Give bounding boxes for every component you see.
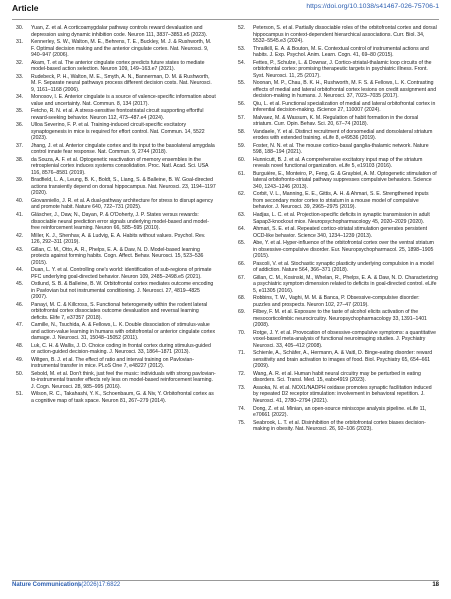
reference-text: Vandaele, Y. et al. Distinct recruitment of dorsomedial and dorsolateral striatum erodes with extended training. eLife 8, e49536 (2019). <box>253 128 433 142</box>
reference-number: 34. <box>16 94 24 101</box>
reference-text: Fetcho, R. N. et al. A stress-sensitive frontostriatal circuit supporting effortful reward-seeking behavior. Neuron 112, 473–487.e4 (2024). <box>31 108 204 121</box>
reference-item <box>238 212 438 225</box>
reference-item <box>238 275 438 295</box>
reference-item <box>16 343 216 356</box>
reference-text: Camille, N., Tsuchida, A. & Fellows, L. K. Double dissociation of stimulus-value and action-value learning in humans with orbitofrontal or anterior cingulate cortex damage. J. Neurosci. 31, 15048–15052 (2011). <box>31 322 216 342</box>
reference-item <box>16 391 216 404</box>
reference-text: Bradfield, L. A., Leung, B. K., Boldt, S., Liang, S. & Balleine, B. W. Goal-directed actions transiently depend on dorsal hippocampus. Nat. Neurosci. 23, 1194–1197 (2020). <box>31 177 216 197</box>
reference-item <box>238 80 438 100</box>
reference-text: Sebold, M. et al. Don't think, just feel the music: individuals with strong pavlovian-to-instrumental transfer effects rely less on model-based reinforcement learning. J. Cogn. Neurosci. 28, 985–995 (2016). <box>31 370 216 390</box>
page-number: 18 <box>432 582 439 588</box>
reference-number: 32. <box>16 59 24 66</box>
reference-number: 49. <box>16 356 24 363</box>
reference-item <box>16 198 216 211</box>
reference-text: da Souza, A. F. et al. Optogenetic reactivation of memory ensembles in the retrosplenial cortex induces systems consolidation. Proc. Natl. Acad. Sci. USA 116, 8576–8581 (2019). <box>31 156 209 176</box>
reference-number: 59. <box>238 142 246 149</box>
reference-item <box>238 191 438 211</box>
reference-number: 37. <box>16 142 24 149</box>
reference-number: 62. <box>238 191 246 198</box>
reference-text: Kennerley, S. W., Walton, M. E., Behrens, T. E., Buckley, M. J. & Rushworth, M. F. Optimal decision making and the anterior cingulate cortex. Nat. Neurosci. 9, 940–947 (2006). <box>31 39 212 59</box>
reference-number: 56. <box>238 100 246 107</box>
reference-item <box>238 385 438 405</box>
reference-item <box>238 25 438 45</box>
reference-number: 54. <box>238 59 246 66</box>
reference-item <box>238 101 438 114</box>
reference-item <box>16 25 216 38</box>
reference-item <box>16 212 216 232</box>
reference-text: Burguière, E., Monteiro, P., Feng, G. & Graybiel, A. M. Optogenetic stimulation of lateral orbitofronto-striatal pathway suppresses compulsive behaviors. Science 340, 1243–1246 (2013). <box>253 170 437 190</box>
reference-item <box>16 302 216 322</box>
reference-text: Asaoka, N. et al. NOX1/NADPH oxidase promotes synaptic facilitation induced by repeated D2 receptor stimulation: involvement in behavioral repetition. J. Neurosci. 41, 2780–2794 (2021). <box>253 384 432 404</box>
reference-number: 46. <box>16 301 24 308</box>
references-right-column <box>238 25 438 434</box>
reference-item <box>238 371 438 384</box>
reference-text: Peterson, S. et al. Partially dissociable roles of the orbitofrontal cortex and dorsal hippocampus in context-dependent hierarchical associations. Curr. Biol. 34, 5532–5545.e3 (2024). <box>253 25 437 44</box>
reference-number: 52. <box>238 25 246 31</box>
reference-text: Robbins, T. W., Vaghi, M. M. & Banca, P. Obsessive-compulsive disorder: puzzles and prospects. Neuron 102, 27–47 (2019). <box>253 295 420 308</box>
reference-text: Wiltgen, B. J. et al. The effect of ratio and interval training on Pavlovian-instrumental transfer in mice. PLoS One 7, e48227 (2012). <box>31 356 194 370</box>
reference-item <box>16 74 216 94</box>
reference-text: Hadjas, L. C. et al. Projection-specific deficits in synaptic transmission in adult Sapap3-knockout mice. Neuropsychopharmacology 45, 2020–2029 (2020). <box>253 212 430 225</box>
reference-item <box>16 371 216 391</box>
reference-item <box>238 406 438 419</box>
reference-number: 63. <box>238 212 246 219</box>
reference-item <box>238 420 438 433</box>
reference-number: 74. <box>238 405 246 412</box>
reference-item <box>16 357 216 370</box>
reference-item <box>238 350 438 370</box>
reference-number: 51. <box>16 391 24 398</box>
reference-number: 70. <box>238 329 246 336</box>
reference-number: 42. <box>16 232 24 239</box>
reference-number: 57. <box>238 114 246 121</box>
reference-number: 60. <box>238 156 246 163</box>
reference-text: Jhang, J. et al. Anterior cingulate cortex and its input to the basolateral amygdala control innate fear response. Nat. Commun. 9, 2744 (2018). <box>31 142 215 156</box>
reference-text: Foster, N. N. et al. The mouse cortico-basal ganglia-thalamic network. Nature 598, 188–194 (2021). <box>253 142 429 156</box>
reference-number: 43. <box>16 246 24 253</box>
reference-text: Ahmari, S. E. et al. Repeated cortico-striatal stimulation generates persistent OCD-like behavior. Science 340, 1234–1239 (2013). <box>253 226 428 239</box>
reference-text: Gläscher, J., Daw, N., Dayan, P. & O'Doherty, J. P. States versus rewards: dissociable neural prediction error signals underlying model-based and model-free reinforcement learning. Neuron 66, 585–595 (2010). <box>31 212 210 232</box>
reference-number: 72. <box>238 370 246 377</box>
reference-number: 64. <box>238 226 246 233</box>
reference-item <box>16 281 216 301</box>
reference-number: 45. <box>16 281 24 288</box>
reference-item <box>238 295 438 308</box>
reference-number: 41. <box>16 212 24 219</box>
reference-text: Noonan, M. P., Chau, B. K. H., Rushworth, M. F. S. & Fellows, L. K. Contrasting effects of medial and lateral orbitofrontal cortex lesions on credit assignment and decision-making in humans. J. Neurosci. 37, 7023–7035 (2017). <box>253 80 437 100</box>
reference-number: 40. <box>16 197 24 204</box>
reference-text: Rudebeck, P. H., Walton, M. E., Smyth, A. N., Bannerman, D. M. & Rushworth, M. F. Separate neural pathways process different decision costs. Nat. Neurosci. 9, 1161–1168 (2006). <box>31 73 212 93</box>
reference-number: 44. <box>16 267 24 274</box>
reference-number: 47. <box>16 322 24 329</box>
reference-number: 30. <box>16 25 24 31</box>
reference-item <box>16 233 216 246</box>
article-label: Article <box>12 3 39 13</box>
reference-number: 53. <box>238 45 246 52</box>
reference-text: Pascoli, V. et al. Stochastic synaptic plasticity underlying compulsion in a model of addiction. Nature 564, 366–371 (2018). <box>253 260 434 274</box>
header-rule <box>12 19 439 20</box>
reference-text: Wang, A. R. et al. Human habit neural circuitry may be perturbed in eating disorders. Sci. Transl. Med. 15, eabo4919 (2023). <box>253 370 421 384</box>
reference-item <box>16 267 216 280</box>
reference-item <box>16 322 216 342</box>
page-header <box>12 3 439 17</box>
reference-text: Schienle, A., Schäfer, A., Hermann, A. & Vaitl, D. Binge-eating disorder: reward sensitivity and brain activation to images of food. Biol. Psychiatry 65, 654–661 (2009). <box>253 350 433 370</box>
reference-text: Panayi, M. C. & Killcross, S. Functional heterogeneity within the rodent lateral orbitofrontal cortex dissociates outcome devaluation and reversal learning deficits. Elife 7, e37357 (2018). <box>31 301 208 321</box>
reference-number: 67. <box>238 274 246 281</box>
reference-item <box>16 143 216 156</box>
reference-text: Seabrook, L. T. et al. Disinhibition of the orbitofrontal cortex biases decision-making in obesity. Nat. Neurosci. 26, 92–106 (2023). <box>253 419 426 433</box>
reference-text: Qiu, L. et al. Functional specialization of medial and lateral orbitofrontal cortex in inferential decision-making. iScience 27, 110007 (2024). <box>253 100 436 114</box>
reference-number: 33. <box>16 73 24 80</box>
reference-number: 75. <box>238 419 246 426</box>
reference-text: Fettes, P., Schulze, L. & Downar, J. Cortico-striatal-thalamic loop circuits of the orbitofrontal cortex: promising therapeutic targets in psychiatric illness. Front. Syst. Neurosci. 11, 25 (2017). <box>253 59 432 79</box>
reference-text: Hunnicutt, B. J. et al. A comprehensive excitatory input map of the striatum reveals novel functional organization. eLife 5, e19103 (2016). <box>253 156 423 170</box>
reference-number: 31. <box>16 39 24 46</box>
reference-text: Ulloa Severino, F. P. et al. Training-induced circuit-specific excitatory synaptogenesis in mice is required for effort control. Nat. Commun. 14, 5522 (2023). <box>31 122 205 142</box>
footer-rule <box>12 580 439 581</box>
reference-text: Akam, T. et al. The anterior cingulate cortex predicts future states to mediate model-based action selection. Neuron 109, 149–163.e7 (2021). <box>31 59 205 73</box>
reference-text: Ostlund, S. B. & Balleine, B. W. Orbitofrontal cortex mediates outcome encoding in Pavlovian but not instrumental conditioning. J. Neurosci. 27, 4819–4825 (2007). <box>31 281 214 301</box>
reference-item <box>238 171 438 191</box>
reference-text: Abe, Y. et al. Hyper-influence of the orbitofrontal cortex over the ventral striatum in obsessive-compulsive disorder. Eur. Neuropsychopharmacol. 25, 1898–1905 (2015). <box>253 240 434 260</box>
reference-text: Gillan, C. M., Kosinski, M., Whelan, R., Phelps, E. A. & Daw, N. D. Characterizing a psychiatric symptom dimension related to deficits in goal-directed control. eLife 5, e11305 (2016). <box>253 274 438 294</box>
reference-text: Yuan, Z. et al. A corticoamygdalar pathway controls reward devaluation and depression using dynamic inhibition code. Neuron 111, 3837–3853.e5 (2023). <box>31 25 208 38</box>
reference-item <box>238 330 438 350</box>
reference-item <box>238 261 438 274</box>
reference-number: 36. <box>16 122 24 129</box>
reference-item <box>16 108 216 121</box>
reference-number: 35. <box>16 108 24 115</box>
reference-item <box>238 129 438 142</box>
reference-item <box>238 226 438 239</box>
reference-number: 39. <box>16 177 24 184</box>
journal-name: Nature Communications <box>12 582 82 588</box>
reference-number: 71. <box>238 350 246 357</box>
reference-item <box>238 115 438 128</box>
reference-text: Miller, K. J., Shenhav, A. & Ludvig, E. A. Habits without values. Psychol. Rev. 126, 292–311 (2019). <box>31 232 206 246</box>
reference-number: 50. <box>16 370 24 377</box>
reference-text: Corbit, V. L., Manning, E. E., Gittis, A. H. & Ahmari, S. E. Strengthened inputs from secondary motor cortex to striatum in a mouse model of compulsive behavior. J. Neurosci. 39, 2965–2975 (2019). <box>253 191 429 211</box>
reference-number: 73. <box>238 384 246 391</box>
reference-text: Wilson, R. C., Takahashi, Y. K., Schoenbaum, G. & Niv, Y. Orbitofrontal cortex as a cognitive map of task space. Neuron 81, 267–279 (2014). <box>31 391 214 404</box>
reference-number: 65. <box>238 240 246 247</box>
reference-text: Dong, Z. et al. Minian, an open-source miniscope analysis pipeline. eLife 11, e70661 (2022). <box>253 405 427 419</box>
reference-text: Luk, C. H. & Wallis, J. D. Choice coding in frontal cortex during stimulus-guided or action-guided decision-making. J. Neurosci. 33, 1864–1871 (2013). <box>31 342 211 356</box>
reference-text: Malvaez, M. & Wassum, K. M. Regulation of habit formation in the dorsal striatum. Curr. Opin. Behav. Sci. 20, 67–74 (2018). <box>253 114 419 128</box>
reference-item <box>16 177 216 197</box>
reference-item <box>16 60 216 73</box>
reference-text: Duan, L. Y. et al. Controlling one's world: identification of sub-regions of primate PFC underlying goal-directed behavior. Neuron 109, 2485–2498.e5 (2021). <box>31 267 212 280</box>
reference-item <box>16 122 216 142</box>
reference-text: Gillan, C. M., Otto, A. R., Phelps, E. A. & Daw, N. D. Model-based learning protects against forming habits. Cogn. Affect. Behav. Neurosci. 15, 523–536 (2015). <box>31 246 204 266</box>
reference-text: Rotge, J. Y. et al. Provocation of obsessive-compulsive symptoms: a quantitative voxel-based meta-analysis of functional neuroimaging studies. J. Psychiatry Neurosci. 33, 405–412 (2008). <box>253 329 436 349</box>
reference-item <box>238 46 438 59</box>
reference-item <box>238 60 438 80</box>
reference-number: 68. <box>238 295 246 302</box>
reference-item <box>16 157 216 177</box>
reference-item <box>238 143 438 156</box>
reference-number: 55. <box>238 80 246 87</box>
references-left-column <box>16 25 216 406</box>
reference-item <box>238 157 438 170</box>
reference-text: Giovanniello, J. R. et al. A dual-pathway architecture for stress to disrupt agency and promote habit. Nature 640, 722–731 (2025). <box>31 197 214 211</box>
reference-text: Filbey, F. M. et al. Exposure to the taste of alcohol elicits activation of the mesocorticolimbic neurocircuitry. Neuropsychopharmacology 33, 1391–1401 (2008). <box>253 309 427 329</box>
reference-text: Thrailkill, E. A. & Bouton, M. E. Contextual control of instrumental actions and habits. J. Exp. Psychol. Anim. Learn. Cogn. 41, 69–80 (2015). <box>253 45 429 59</box>
reference-item <box>16 39 216 59</box>
reference-number: 61. <box>238 170 246 177</box>
doi-link[interactable]: https://doi.org/10.1038/s41467-026-75706-1 <box>306 3 439 10</box>
reference-number: 69. <box>238 309 246 316</box>
citation: | (2026)17:6822 <box>78 582 121 588</box>
page-footer <box>12 582 439 592</box>
reference-item <box>238 309 438 329</box>
reference-number: 66. <box>238 260 246 267</box>
reference-item <box>16 94 216 107</box>
reference-number: 58. <box>238 128 246 135</box>
reference-number: 38. <box>16 156 24 163</box>
reference-item <box>238 240 438 260</box>
reference-number: 48. <box>16 342 24 349</box>
reference-text: Monosov, I. E. Anterior cingulate is a source of valence-specific information about value and uncertainty. Nat. Commun. 8, 134 (2017). <box>31 94 216 107</box>
reference-item <box>16 247 216 267</box>
